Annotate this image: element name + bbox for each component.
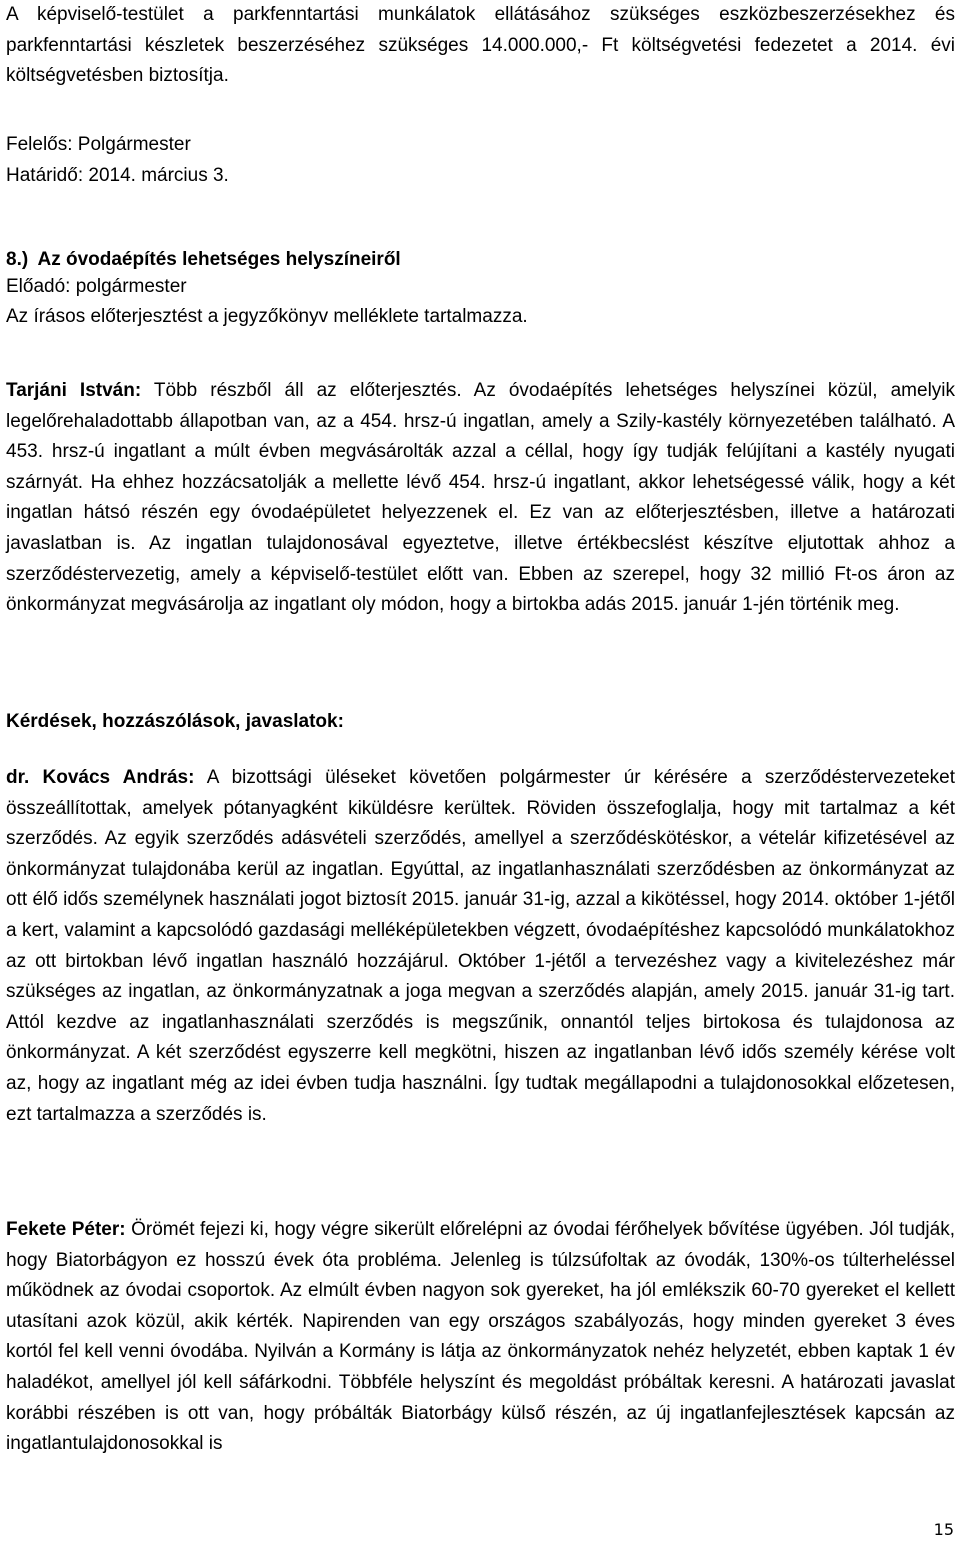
- agenda-item-title: Az óvodaépítés lehetséges helyszíneiről: [37, 249, 401, 270]
- agenda-item-number: 8.): [6, 249, 29, 270]
- speech-text: A bizottsági üléseket követően polgármester úr kérésére a szerződéstervezeteket összeállítottak, amelyek pótanyagként kiküldésre kerültek. Röviden összefoglalja, hogy mit tartalmaz a két szerződés. Az egyik szerződés adásvételi szerződés, amellyel a szerződéskötéskor, a vételár kifizetésével az önkormányzat tulajdonába kerül az ingatlan. Egyúttal, az ingatlanhasználati szerződésben az önkormányzat az ott élő idős személynek használati jogot biztosít 2015. január 31-ig, azzal a kikötéssel, hogy 2014. október 1-jétől a kert, valamint a kapcsolódó gazdasági melléképületekben végzett, óvodaépítéshez kapcsolódó munkálatokhoz az ott birtokban lévő ingatlan használó hozzájárul. Október 1-jétől a tervezéshez vagy a kivitelezéshez már szükséges az ingatlan, az önkormányzatnak a joga megvan a szerződés alapján, amely 2015. január 31-ig tart. Attól kezdve az ingatlanhasználati szerződés is megszűnik, onnantól teljes birtokosa és tulajdonosa az önkormányzat. A két szerződést egyszerre kell megkötni, hiszen az ingatlanban lévő idős személy kérése volt az, hogy az ingatlant még az idei évben tudja használni. Így tudtak megállapodni a tulajdonosokkal előzetesen, ezt tartalmazza a szerződés is.: [6, 767, 956, 1125]
- speech-kovacs: [6, 763, 955, 1130]
- speech-text: Örömét fejezi ki, hogy végre sikerült előrelépni az óvodai férőhelyek bővítése ügyében. Jól tudják, hogy Biatorbágyon ez hosszú évek óta probléma. Jelenleg is túlzsúfoltak az óvodák, 130%-os túlterheléssel működnek az óvodai csoportok. Az elmúlt évben nagyon sok gyereket, ha jól emlékszik 60-70 gyereket el kellett utasítani azok közül, akik kérték. Napirenden van egy országos szabályozás, hogy minden gyereket 3 éves kortól fel kell venni óvodába. Nyilván a Kormány is látja az önkormányzatok nehéz helyzetét, ebben kaptak 1 év haladékot, amellyel jól kell sáfárkodni. Többféle helyszínt és megoldást próbáltak keresni. A határozati javaslat korábbi részében is ott van, hogy próbálták Biatorbágy külső részén, az új ingatlanfejlesztések kapcsán az ingatlantulajdonosokkal is: [6, 1219, 955, 1455]
- speaker-name: dr. Kovács András:: [6, 767, 195, 788]
- speech-fekete: [6, 1215, 955, 1460]
- speaker-name: Fekete Péter:: [6, 1219, 126, 1240]
- speaker-name: Tarjáni István:: [6, 380, 142, 401]
- questions-heading: Kérdések, hozzászólások, javaslatok:: [6, 711, 344, 732]
- agenda-item-heading: [6, 245, 955, 276]
- speech-tarjani: [6, 376, 955, 621]
- deadline-line: Határidő: 2014. március 3.: [6, 165, 229, 186]
- responsible-line: Felelős: Polgármester: [6, 134, 191, 155]
- agenda-note: Az írásos előterjesztést a jegyzőkönyv melléklete tartalmazza.: [6, 306, 528, 327]
- speech-text: Több részből áll az előterjesztés. Az óvodaépítés lehetséges helyszínei közül, amelyik legelőrehaladottabb állapotban van, az a 454. hrsz-ú ingatlan, amely a Szily-kastély környezetében található. A 453. hrsz-ú ingatlant a múlt évben megvásárolták azzal a céllal, hogy így tudják felújítani a kastély nyugati szárnyát. Ha ehhez hozzácsatolják a mellette lévő 454. hrsz-ú ingatlant, akkor lehetségessé válik, hogy a két ingatlan hátsó részén egy óvodaépületet helyezzenek el. Ez van az előterjesztésben, illetve a határozati javaslatban is. Az ingatlan tulajdonosával egyeztetve, illetve értékbecslést készítve eljutottak ahhoz a szerződéstervezetig, amely a képviselő-testület előtt van. Ebben az szerepel, hogy 32 millió Ft-os áron az önkormányzat megvásárolja az ingatlant oly módon, hogy a birtokba adás 2015. január 1-jén történik meg.: [6, 380, 956, 616]
- agenda-presenter: Előadó: polgármester: [6, 276, 187, 297]
- page-number: 15: [933, 1520, 954, 1539]
- funding-paragraph: A képviselő-testület a parkfenntartási munkálatok ellátásához szükséges eszközbeszerzésekhez és parkfenntartási készletek beszerzéséhez szükséges 14.000.000,- Ft költségvetési fedezetet a 2014. évi költségvetésben biztosítja.: [6, 4, 955, 87]
